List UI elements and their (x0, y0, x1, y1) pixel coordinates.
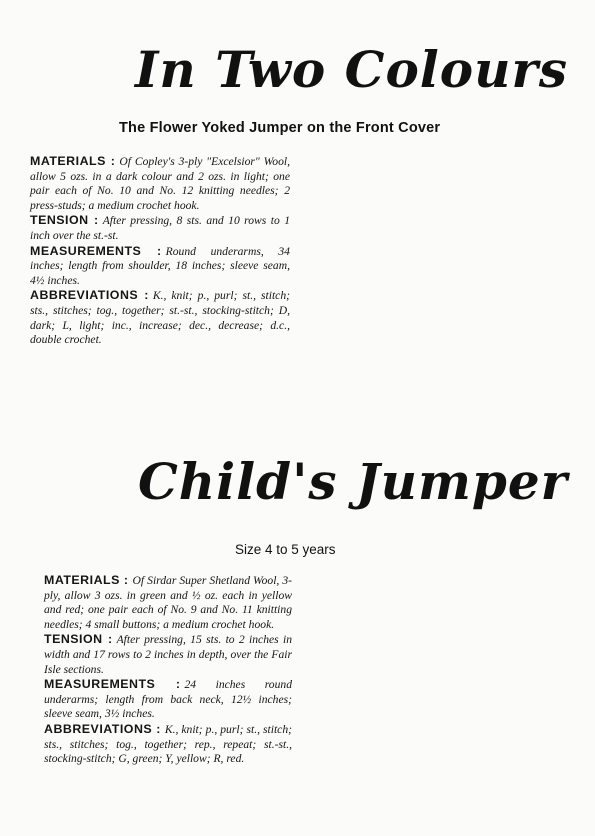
abbreviations-text: K., knit; p., purl; st., stitch; sts., stitches; tog., together; rep., repeat; st.-st., stocking-stitch; G, green; Y, yellow; R, red. (44, 722, 292, 766)
abbreviations-paragraph (44, 722, 292, 767)
tension-heading: TENSION : (44, 632, 113, 647)
section-title-two-colours: In Two Colours (135, 40, 568, 99)
abbreviations-text: K., knit; p., purl; st., stitch; sts., stitches; tog., together; st.-st., stocking-stitch; D, dark; L, light; inc., increase; dec., decrease; d.c., double crochet. (30, 289, 290, 347)
materials-text: Of Sirdar Super Shetland Wool, 3-ply, allow 3 ozs. in green and ½ oz. each in yellow and red; one pair each of No. 9 and No. 11 knitting needles; 4 small buttons; a medium crochet hook. (44, 574, 292, 631)
measurements-text: 24 inches round underarms; length from back neck, 12½ inches; sleeve seam, 3½ inches. (44, 678, 292, 721)
section-subtitle-flower-yoked: The Flower Yoked Jumper on the Front Cover (119, 120, 441, 136)
measurements-paragraph (30, 244, 290, 289)
measurements-paragraph (44, 677, 292, 722)
pattern-details-two-colours (30, 154, 290, 348)
tension-paragraph (30, 213, 290, 243)
measurements-heading: MEASUREMENTS : (44, 677, 181, 692)
materials-text: Of Copley's 3-ply "Excelsior" Wool, allow 5 ozs. in a dark colour and 2 ozs. in light; one pair each of No. 10 and No. 12 knitting needles; 2 press-studs; a medium crochet hook. (30, 155, 290, 212)
materials-paragraph (30, 154, 290, 213)
tension-text: After pressing, 15 sts. to 2 inches in width and 17 rows to 2 inches in depth, over the Fair Isle sections. (44, 633, 292, 676)
section-subtitle-size: Size 4 to 5 years (235, 542, 336, 557)
materials-heading: MATERIALS : (30, 154, 116, 168)
materials-paragraph (44, 573, 292, 632)
measurements-heading: MEASUREMENTS : (30, 243, 162, 258)
abbreviations-paragraph (30, 288, 290, 347)
materials-heading: MATERIALS : (44, 573, 129, 587)
tension-heading: TENSION : (30, 213, 99, 228)
section-title-childs-jumper: Child's Jumper (138, 452, 568, 511)
measurements-text: Round underarms, 34 inches; length from shoulder, 18 inches; sleeve seam, 4½ inches. (30, 244, 290, 287)
tension-paragraph (44, 632, 292, 677)
abbreviations-heading: ABBREVIATIONS : (44, 721, 161, 736)
tension-text: After pressing, 8 sts. and 10 rows to 1 inch over the st.-st. (30, 214, 290, 242)
pattern-details-childs-jumper (44, 573, 292, 767)
abbreviations-heading: ABBREVIATIONS : (30, 288, 149, 303)
